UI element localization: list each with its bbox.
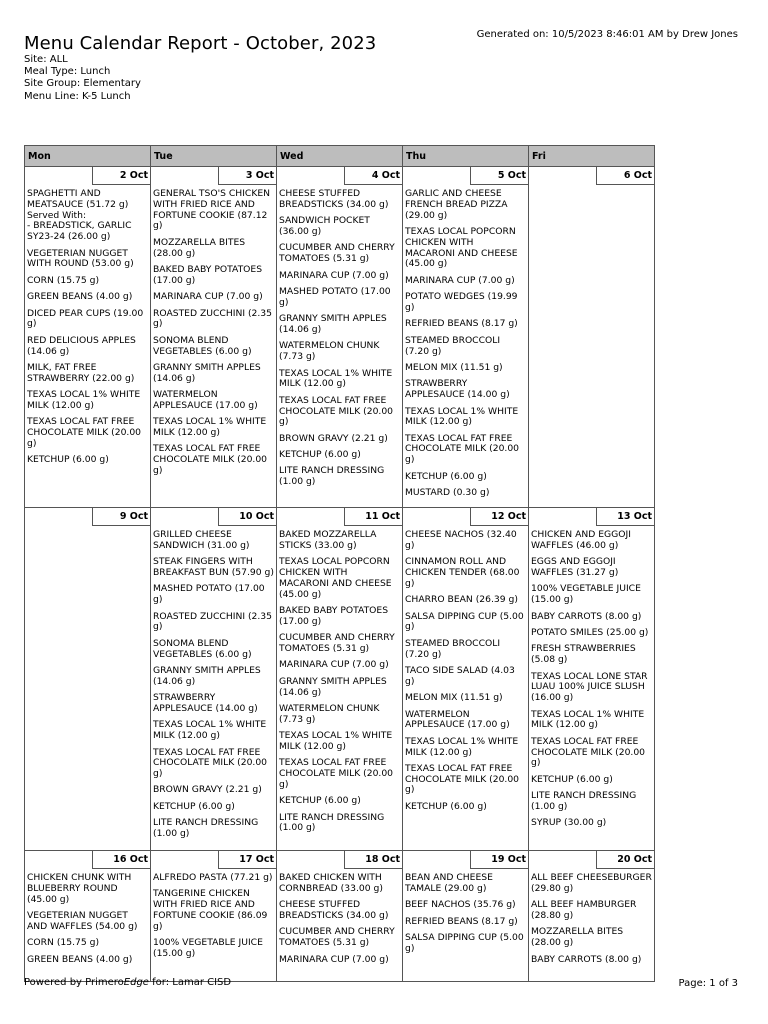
menu-item: CHEESE STUFFED BREADSTICKS (34.00 g) (279, 188, 389, 210)
menu-item-list (529, 186, 654, 189)
menu-item: GREEN BEANS (4.00 g) (27, 291, 133, 303)
menu-item: LITE RANCH DRESSING (1.00 g) (531, 790, 637, 812)
menu-item: TEXAS LOCAL FAT FREE CHOCOLATE MILK (20.00 g) (405, 432, 520, 466)
menu-item: TEXAS LOCAL 1% WHITE MILK (12.00 g) (405, 405, 519, 428)
date-bar (25, 851, 150, 870)
date-label: 12 Oct (470, 508, 528, 526)
menu-item: TEXAS LOCAL 1% WHITE MILK (12.00 g) (27, 389, 141, 411)
menu-item: SPAGHETTI AND MEATSAUCE (51.72 g) Served With: - BREADSTICK, GARLIC SY23-24 (26.00 g) (27, 188, 132, 243)
report-meta (24, 54, 141, 103)
menu-item: BROWN GRAVY (2.21 g) (153, 784, 262, 796)
menu-item: BAKED MOZZARELLA STICKS (33.00 g) (279, 529, 377, 551)
page-number: Page: 1 of 3 (678, 978, 738, 989)
menu-item: MUSTARD (0.30 g) (405, 487, 490, 499)
menu-item-list (403, 527, 528, 813)
menu-item: SONOMA BLEND VEGETABLES (6.00 g) (153, 637, 252, 660)
menu-item: KETCHUP (6.00 g) (405, 470, 487, 482)
menu-item-list (403, 186, 528, 499)
menu-item: LITE RANCH DRESSING (1.00 g) (279, 465, 385, 488)
date-bar (277, 851, 402, 870)
menu-item: MASHED POTATO (17.00 g) (279, 285, 391, 308)
menu-item: CUCUMBER AND CHERRY TOMATOES (5.31 g) (279, 242, 395, 265)
powered-by (24, 977, 231, 988)
menu-item: TEXAS LOCAL 1% WHITE MILK (12.00 g) (153, 416, 267, 439)
menu-item: 100% VEGETABLE JUICE (15.00 g) (153, 937, 263, 959)
calendar-body (25, 167, 655, 982)
weekday-header: Thu (403, 146, 529, 167)
menu-item: GRILLED CHEESE SANDWICH (31.00 g) (153, 529, 250, 551)
weekday-header: Wed (277, 146, 403, 167)
day-cell (25, 851, 151, 982)
menu-item: TEXAS LOCAL POPCORN CHICKEN WITH MACARONI AND CHEESE (45.00 g) (405, 225, 518, 270)
menu-item: WATERMELON CHUNK (7.73 g) (279, 702, 380, 725)
menu-item: SANDWICH POCKET (36.00 g) (279, 215, 370, 237)
menu-item: KETCHUP (6.00 g) (279, 449, 361, 461)
menu-item-list (151, 527, 276, 840)
menu-item: MARINARA CUP (7.00 g) (153, 291, 263, 303)
menu-item: TACO SIDE SALAD (4.03 g) (405, 664, 515, 687)
menu-item: TEXAS LOCAL 1% WHITE MILK (12.00 g) (153, 719, 267, 742)
menu-item: CUCUMBER AND CHERRY TOMATOES (5.31 g) (279, 632, 395, 654)
date-bar (151, 167, 276, 186)
date-bar (529, 167, 654, 186)
date-label: 5 Oct (470, 167, 528, 185)
menu-item: ALL BEEF CHEESEBURGER (29.80 g) (531, 872, 652, 894)
menu-item: TEXAS LOCAL FAT FREE CHOCOLATE MILK (20.00 g) (153, 746, 268, 780)
menu-item: TEXAS LOCAL FAT FREE CHOCOLATE MILK (20.00 g) (153, 443, 268, 477)
menu-item: GARLIC AND CHEESE FRENCH BREAD PIZZA (29.00 g) (405, 188, 508, 221)
menu-item: ALL BEEF HAMBURGER (28.80 g) (531, 899, 637, 921)
menu-item: KETCHUP (6.00 g) (531, 773, 613, 785)
menu-item: GRANNY SMITH APPLES (14.06 g) (279, 313, 387, 335)
meta-menu-line: Menu Line: K-5 Lunch (24, 90, 131, 102)
weekday-header: Tue (151, 146, 277, 167)
menu-item: 100% VEGETABLE JUICE (15.00 g) (531, 583, 641, 606)
menu-item: CINNAMON ROLL AND CHICKEN TENDER (68.00 g) (405, 556, 520, 589)
menu-item: STRAWBERRY APPLESAUCE (14.00 g) (153, 692, 258, 714)
week-row (25, 508, 655, 851)
date-bar (403, 508, 528, 527)
menu-item-list (25, 527, 150, 530)
meta-meal-type: Meal Type: Lunch (24, 66, 111, 78)
day-cell (277, 167, 403, 508)
date-label: 20 Oct (596, 851, 654, 869)
menu-item: KETCHUP (6.00 g) (27, 454, 109, 466)
menu-item: RED DELICIOUS APPLES (14.06 g) (27, 334, 136, 357)
menu-item: CHEESE STUFFED BREADSTICKS (34.00 g) (279, 899, 389, 921)
date-bar (25, 167, 150, 186)
menu-item-list (277, 870, 402, 965)
date-label: 6 Oct (596, 167, 654, 185)
menu-item: BABY CARROTS (8.00 g) (531, 610, 642, 622)
menu-item: MARINARA CUP (7.00 g) (279, 953, 389, 965)
day-cell (529, 508, 655, 851)
menu-item: STEAMED BROCCOLI (7.20 g) (405, 637, 501, 660)
menu-item: TEXAS LOCAL 1% WHITE MILK (12.00 g) (279, 367, 393, 390)
menu-item: BAKED BABY POTATOES (17.00 g) (279, 604, 389, 627)
powered-by-suffix: for: Lamar CISD (148, 977, 232, 988)
day-cell (277, 851, 403, 982)
menu-item-list (277, 186, 402, 488)
menu-item: CHICKEN AND EGGOJI WAFFLES (46.00 g) (531, 529, 631, 551)
powered-by-brand: Edge (123, 977, 149, 988)
menu-item: EGGS AND EGGOJI WAFFLES (31.27 g) (531, 556, 619, 578)
day-cell (529, 851, 655, 982)
menu-item: BABY CARROTS (8.00 g) (531, 953, 642, 965)
day-cell (529, 167, 655, 508)
date-label: 18 Oct (344, 851, 402, 869)
day-cell (151, 851, 277, 982)
date-bar (151, 508, 276, 527)
menu-item: VEGETERIAN NUGGET AND WAFFLES (54.00 g) (27, 909, 138, 932)
menu-item-list (25, 186, 150, 466)
date-label: 2 Oct (92, 167, 150, 185)
menu-item: BROWN GRAVY (2.21 g) (279, 432, 388, 444)
date-label: 19 Oct (470, 851, 528, 869)
menu-item: ROASTED ZUCCHINI (2.35 g) (153, 610, 272, 633)
menu-calendar (24, 145, 655, 982)
menu-item: DICED PEAR CUPS (19.00 g) (27, 307, 144, 330)
menu-item: ALFREDO PASTA (77.21 g) (153, 872, 273, 883)
menu-item: SALSA DIPPING CUP (5.00 g) (405, 610, 524, 633)
menu-item: MASHED POTATO (17.00 g) (153, 583, 265, 606)
menu-item: KETCHUP (6.00 g) (153, 800, 235, 812)
day-cell (403, 167, 529, 508)
date-bar (277, 167, 402, 186)
menu-item-list (25, 870, 150, 965)
day-cell (403, 851, 529, 982)
menu-item: CHEESE NACHOS (32.40 g) (405, 529, 517, 551)
day-cell (151, 508, 277, 851)
menu-item: MARINARA CUP (7.00 g) (405, 274, 515, 286)
generated-info: Generated on: 10/5/2023 8:46:01 AM by Drew Jones (476, 29, 738, 40)
menu-item: VEGETERIAN NUGGET WITH ROUND (53.00 g) (27, 247, 134, 270)
menu-item: TEXAS LOCAL LONE STAR LUAU 100% JUICE SLUSH (16.00 g) (531, 670, 648, 704)
menu-item: BEAN AND CHEESE TAMALE (29.00 g) (405, 872, 493, 894)
menu-item: WATERMELON APPLESAUCE (17.00 g) (153, 389, 258, 411)
day-cell (277, 508, 403, 851)
menu-item-list (151, 870, 276, 960)
weekday-header: Mon (25, 146, 151, 167)
menu-item: TEXAS LOCAL 1% WHITE MILK (12.00 g) (279, 730, 393, 752)
menu-item: MARINARA CUP (7.00 g) (279, 269, 389, 281)
date-bar (529, 851, 654, 870)
day-cell (25, 508, 151, 851)
menu-item: TEXAS LOCAL 1% WHITE MILK (12.00 g) (405, 735, 519, 758)
menu-item: TEXAS LOCAL FAT FREE CHOCOLATE MILK (20.00 g) (279, 757, 394, 790)
menu-item: MOZZARELLA BITES (28.00 g) (531, 926, 624, 949)
menu-item: LITE RANCH DRESSING (1.00 g) (279, 811, 385, 834)
menu-item: CORN (15.75 g) (27, 937, 100, 949)
menu-item-list (403, 870, 528, 955)
menu-item: WATERMELON APPLESAUCE (17.00 g) (405, 708, 510, 731)
menu-item: LITE RANCH DRESSING (1.00 g) (153, 817, 259, 840)
menu-item: MARINARA CUP (7.00 g) (279, 659, 389, 671)
menu-item: TEXAS LOCAL POPCORN CHICKEN WITH MACARONI AND CHEESE (45.00 g) (279, 556, 392, 600)
menu-item: BAKED CHICKEN WITH CORNBREAD (33.00 g) (279, 872, 383, 894)
menu-item: TEXAS LOCAL FAT FREE CHOCOLATE MILK (20.00 g) (531, 735, 646, 769)
date-label: 10 Oct (218, 508, 276, 526)
day-cell (403, 508, 529, 851)
menu-item: POTATO WEDGES (19.99 g) (405, 291, 518, 313)
menu-item: GRANNY SMITH APPLES (14.06 g) (279, 675, 387, 698)
menu-item: TANGERINE CHICKEN WITH FRIED RICE AND FORTUNE COOKIE (86.09 g) (153, 888, 268, 932)
menu-item: STEAMED BROCCOLI (7.20 g) (405, 334, 501, 357)
date-label: 17 Oct (218, 851, 276, 869)
date-label: 11 Oct (344, 508, 402, 526)
menu-item: KETCHUP (6.00 g) (405, 800, 487, 812)
day-cell (151, 167, 277, 508)
weekday-header-row (25, 146, 655, 167)
menu-item: REFRIED BEANS (8.17 g) (405, 915, 518, 927)
menu-item: BAKED BABY POTATOES (17.00 g) (153, 263, 263, 286)
menu-item: REFRIED BEANS (8.17 g) (405, 318, 518, 330)
menu-item: CORN (15.75 g) (27, 274, 100, 286)
menu-item: GREEN BEANS (4.00 g) (27, 953, 133, 965)
powered-by-prefix: Powered by Primero (24, 977, 124, 988)
menu-item: STEAK FINGERS WITH BREAKFAST BUN (57.90 g) (153, 556, 274, 578)
date-label: 13 Oct (596, 508, 654, 526)
menu-item: POTATO SMILES (25.00 g) (531, 626, 649, 638)
day-cell (25, 167, 151, 508)
menu-item: TEXAS LOCAL FAT FREE CHOCOLATE MILK (20.00 g) (405, 762, 520, 796)
week-row (25, 167, 655, 508)
date-label: 4 Oct (344, 167, 402, 185)
date-bar (277, 508, 402, 527)
menu-item-list (151, 186, 276, 477)
date-bar (25, 508, 150, 527)
menu-item: KETCHUP (6.00 g) (279, 795, 361, 807)
menu-item: GRANNY SMITH APPLES (14.06 g) (153, 664, 261, 687)
report-title: Menu Calendar Report - October, 2023 (24, 33, 377, 54)
menu-item-list (277, 527, 402, 834)
meta-site-group: Site Group: Elementary (24, 78, 141, 90)
meta-site: Site: ALL (24, 54, 68, 65)
menu-item: FRESH STRAWBERRIES (5.08 g) (531, 643, 636, 666)
menu-item: CUCUMBER AND CHERRY TOMATOES (5.31 g) (279, 926, 395, 949)
date-label: 16 Oct (92, 851, 150, 869)
menu-item: GENERAL TSO'S CHICKEN WITH FRIED RICE AND FORTUNE COOKIE (87.12 g) (153, 188, 271, 232)
menu-item: CHICKEN CHUNK WITH BLUEBERRY ROUND (45.00 g) (27, 872, 132, 905)
date-bar (529, 508, 654, 527)
menu-item: MILK, FAT FREE STRAWBERRY (22.00 g) (27, 361, 135, 384)
menu-item: TEXAS LOCAL FAT FREE CHOCOLATE MILK (20.00 g) (27, 416, 142, 449)
date-label: 9 Oct (92, 508, 150, 526)
week-row (25, 851, 655, 982)
menu-item: TEXAS LOCAL 1% WHITE MILK (12.00 g) (531, 708, 645, 731)
menu-item-list (529, 527, 654, 829)
menu-item: BEEF NACHOS (35.76 g) (405, 899, 516, 911)
menu-item: STRAWBERRY APPLESAUCE (14.00 g) (405, 378, 510, 401)
menu-item: SONOMA BLEND VEGETABLES (6.00 g) (153, 334, 252, 357)
date-bar (151, 851, 276, 870)
date-bar (403, 851, 528, 870)
menu-item: WATERMELON CHUNK (7.73 g) (279, 340, 380, 363)
menu-item: CHARRO BEAN (26.39 g) (405, 594, 518, 606)
weekday-header: Fri (529, 146, 655, 167)
menu-item: SYRUP (30.00 g) (531, 817, 607, 829)
menu-item-list (529, 870, 654, 965)
menu-item: SALSA DIPPING CUP (5.00 g) (405, 931, 524, 954)
menu-item: GRANNY SMITH APPLES (14.06 g) (153, 361, 261, 384)
date-bar (403, 167, 528, 186)
menu-item: TEXAS LOCAL FAT FREE CHOCOLATE MILK (20.00 g) (279, 394, 394, 428)
date-label: 3 Oct (218, 167, 276, 185)
menu-item: MELON MIX (11.51 g) (405, 692, 503, 704)
menu-item: ROASTED ZUCCHINI (2.35 g) (153, 307, 272, 330)
menu-item: MOZZARELLA BITES (28.00 g) (153, 236, 246, 259)
menu-item: MELON MIX (11.51 g) (405, 361, 503, 373)
